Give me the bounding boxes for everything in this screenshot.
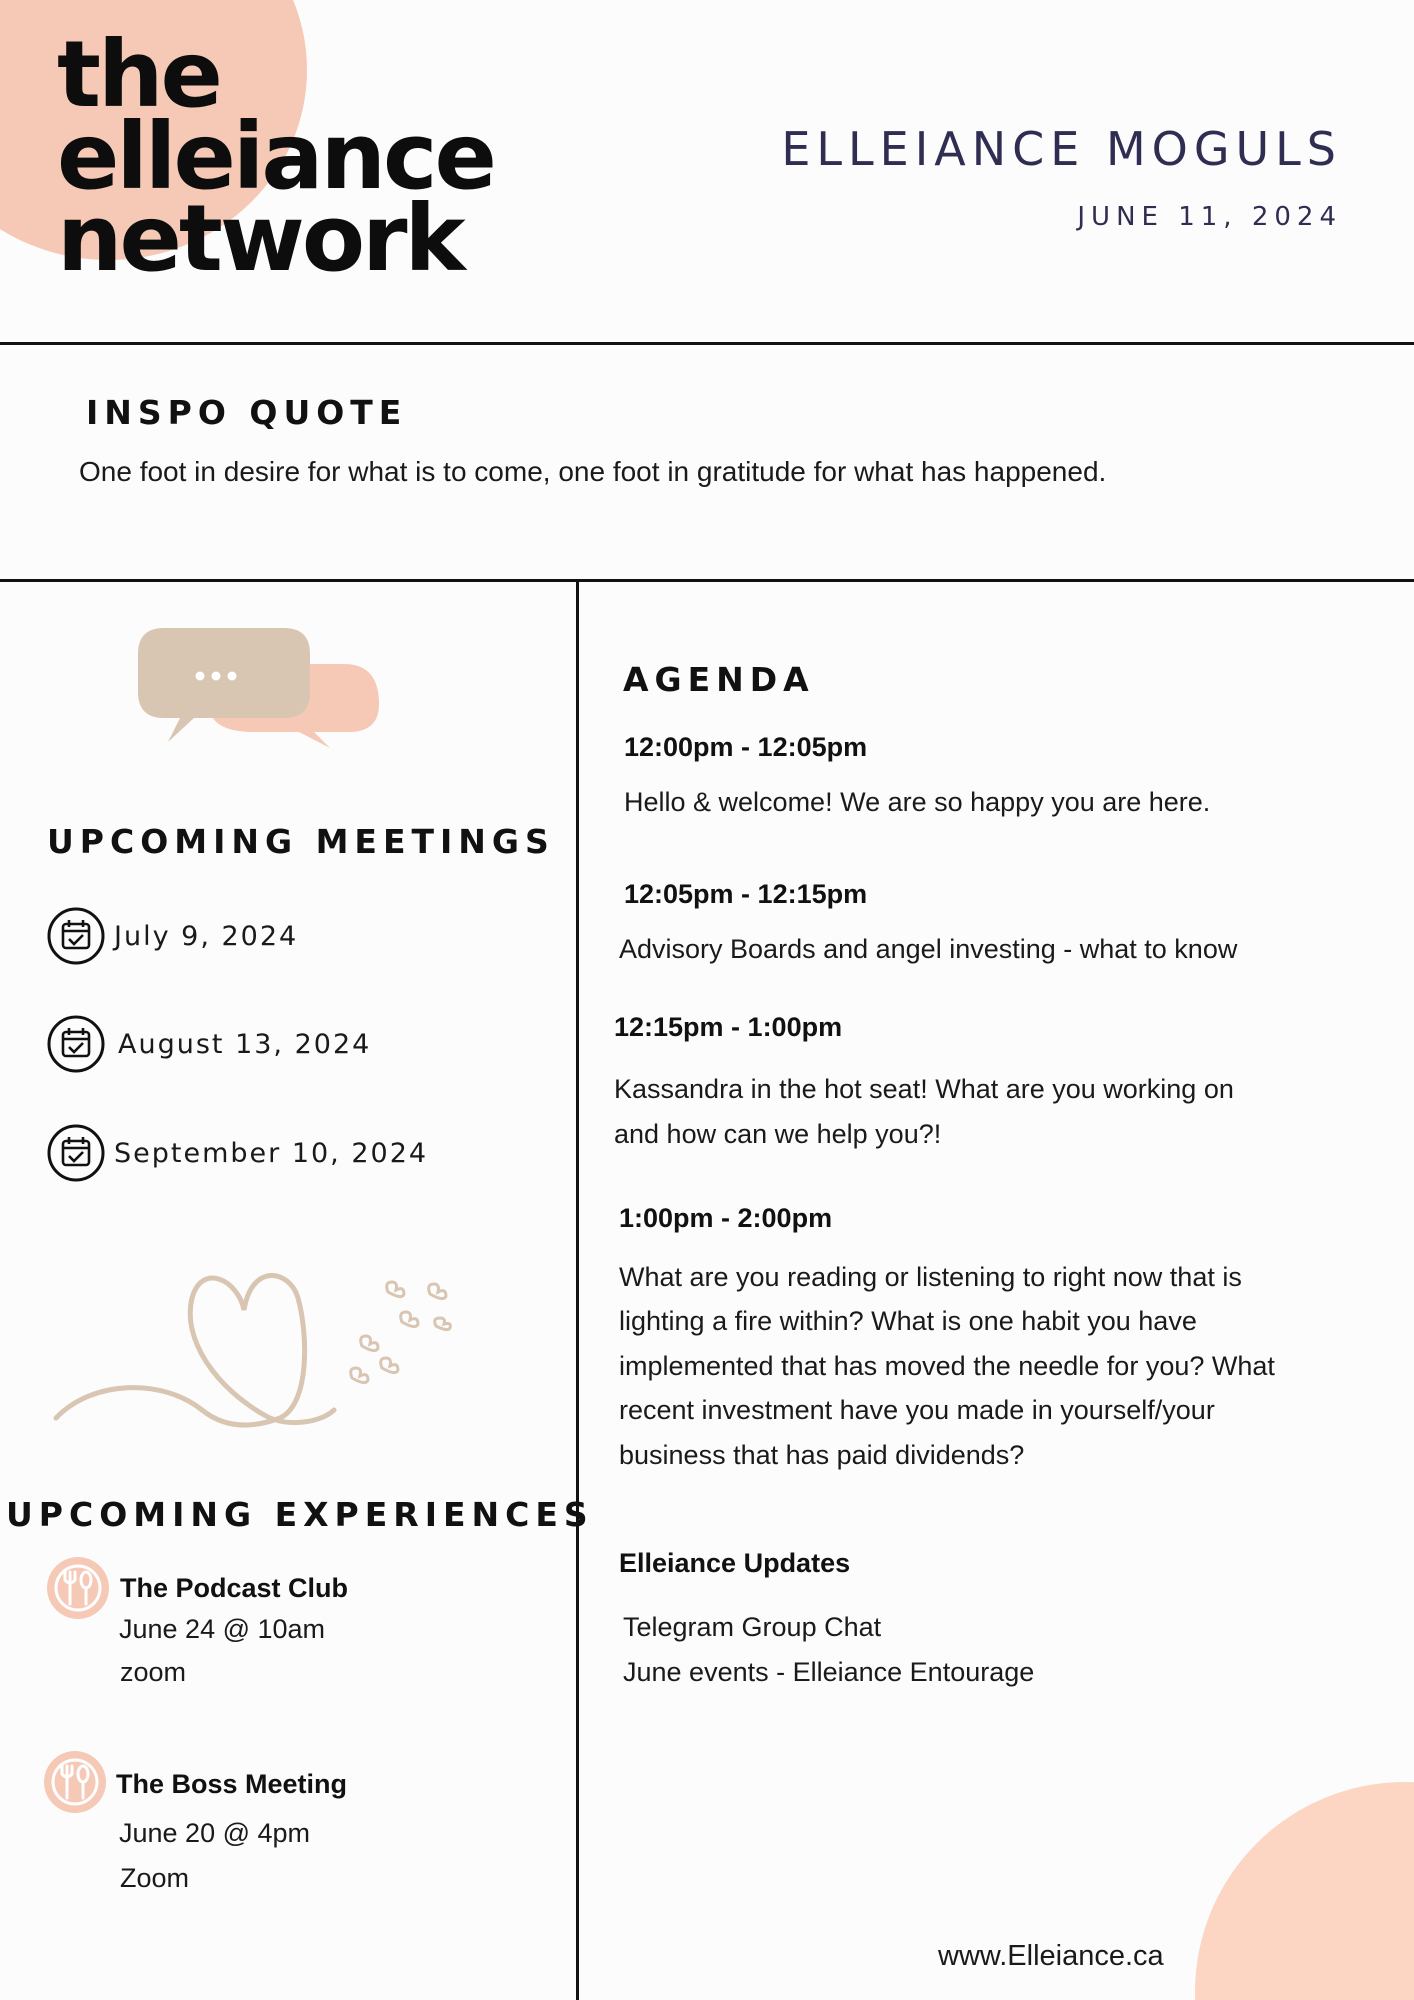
calendar-check-icon: [46, 906, 106, 966]
calendar-check-icon: [46, 1123, 106, 1183]
logo-line: elleiance: [57, 103, 494, 210]
meeting-item: [46, 1014, 371, 1074]
agenda-text: business that has paid dividends?: [619, 1440, 1025, 1470]
quote-text: One foot in desire for what is to come, one foot in gratitude for what has happened.: [79, 456, 1107, 487]
updates-heading: Elleiance Updates: [619, 1548, 851, 1578]
agenda-text: Advisory Boards and angel investing - what to know: [619, 934, 1238, 964]
meeting-date: September 10, 2024: [114, 1137, 429, 1169]
agenda-text: and how can we help you?!: [614, 1119, 942, 1149]
agenda-text: recent investment have you made in yourself/your: [619, 1395, 1215, 1425]
agenda-text: lighting a fire within? What is one habit you have: [619, 1306, 1197, 1336]
agenda-text: Kassandra in the hot seat! What are you working on: [614, 1074, 1234, 1104]
logo: [57, 21, 494, 292]
agenda-time: 12:15pm - 1:00pm: [614, 1012, 843, 1042]
experience-location: Zoom: [120, 1863, 190, 1893]
page-title: ELLEIANCE MOGULS: [781, 122, 1342, 176]
meeting-item: [46, 906, 298, 966]
quote-heading: INSPO QUOTE: [86, 393, 408, 432]
updates-item: Telegram Group Chat: [623, 1612, 882, 1642]
experience-time: June 24 @ 10am: [119, 1614, 326, 1644]
agenda-text: What are you reading or listening to right now that is: [619, 1262, 1242, 1292]
agenda-time: 12:05pm - 12:15pm: [624, 879, 868, 909]
agenda-heading: AGENDA: [623, 660, 815, 699]
updates-item: June events - Elleiance Entourage: [623, 1657, 1035, 1687]
agenda-time: 1:00pm - 2:00pm: [619, 1203, 833, 1233]
agenda-text: implemented that has moved the needle for you? What: [619, 1351, 1275, 1381]
dining-icon: [46, 1556, 110, 1620]
heart-doodle-icon: [52, 1250, 472, 1430]
experience-time: June 20 @ 4pm: [119, 1818, 311, 1848]
meeting-item: [46, 1123, 428, 1183]
logo-line: network: [57, 185, 463, 292]
experience-title: The Boss Meeting: [116, 1769, 348, 1799]
calendar-check-icon: [46, 1014, 106, 1074]
agenda-text: Hello & welcome! We are so happy you are here.: [624, 787, 1211, 817]
meeting-date: August 13, 2024: [118, 1028, 372, 1060]
decorative-peach-circle-bottom: [1195, 1782, 1414, 2000]
website-link[interactable]: www.Elleiance.ca: [938, 1940, 1164, 1972]
speech-bubbles-icon: [134, 624, 384, 794]
meeting-date: July 9, 2024: [114, 920, 299, 952]
meetings-heading: UPCOMING MEETINGS: [47, 822, 555, 861]
experiences-heading: UPCOMING EXPERIENCES: [6, 1495, 594, 1534]
experience-title: The Podcast Club: [120, 1573, 349, 1603]
dining-icon: [43, 1750, 107, 1814]
page-date: JUNE 11, 2024: [1077, 202, 1342, 232]
divider-vertical: [576, 581, 579, 2000]
logo-line: the: [57, 21, 220, 128]
divider-top: [0, 342, 1414, 345]
experience-location: zoom: [120, 1657, 187, 1687]
divider-middle: [0, 579, 1414, 582]
agenda-time: 12:00pm - 12:05pm: [624, 732, 868, 762]
